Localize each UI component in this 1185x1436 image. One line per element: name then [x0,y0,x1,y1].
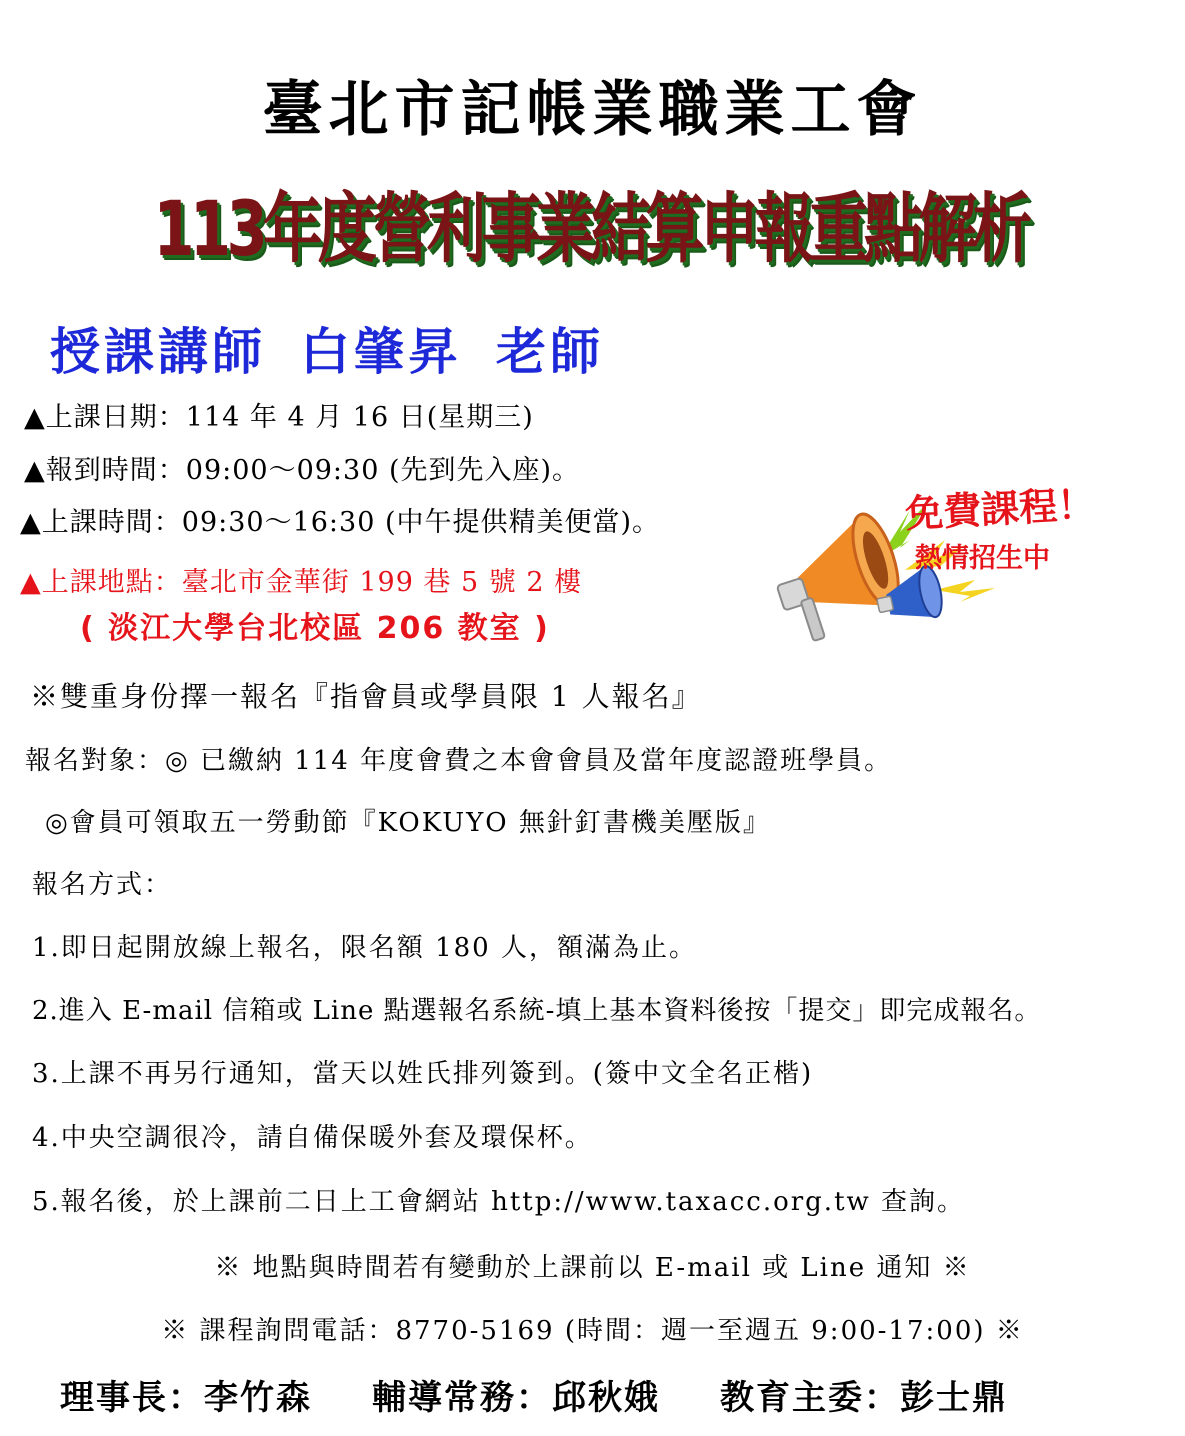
instructor-title: 老師 [496,323,604,381]
class-venue: ▲上課地點：臺北市金華街 199 巷 5 號 2 樓 [20,567,583,598]
course-title: 113年度營利事業結算申報重點解析 [153,184,1028,273]
class-date: ▲上課日期：114 年 4 月 16 日(星期三) [24,402,534,433]
phone-notice: ※ 課程詢問電話：8770-5169 (時間：週一至週五 9:00-17:00) ※ [161,1316,1024,1346]
instructor-line [50,312,604,384]
member-gift: ◎會員可領取五一勞動節『KOKUYO 無針釘書機美壓版』 [45,808,771,838]
chairman: 理事長：李竹森 [60,1378,312,1418]
step-1: 1.即日起開放線上報名，限名額 180 人，額滿為止。 [32,933,697,963]
step-5: 5.報名後，於上課前二日上工會網站 http://www.taxacc.org.tw 查詢。 [32,1187,966,1217]
promo-title: 免費課程！ [904,482,1097,536]
change-notice: ※ 地點與時間若有變動於上課前以 E-mail 或 Line 通知 ※ [214,1253,971,1283]
instructor-label: 授課講師 [50,323,266,381]
identity-note: ※雙重身份擇一報名『指會員或學員限 1 人報名』 [30,680,702,713]
eligibility: 報名對象：◎ 已繳納 114 年度會費之本會會員及當年度認證班學員。 [25,746,893,776]
step-4: 4.中央空調很冷，請自備保暖外套及環保杯。 [32,1123,593,1153]
officers-line [60,1370,1008,1419]
promo-subtitle: 熱情招生中 [915,543,1050,574]
step-2: 2.進入 E-mail 信箱或 Line 點選報名系統-填上基本資料後按「提交」即完成報名。 [32,996,1042,1026]
organization-name: 臺北市記帳業職業工會 [262,75,923,145]
venue-room: ( 淡江大學台北校區 206 教室 ) [80,611,550,646]
education-chair: 教育主委：彭士鼎 [720,1378,1008,1418]
class-time: ▲上課時間：09:30～16:30 (中午提供精美便當)。 [20,507,661,538]
managing-director: 輔導常務：邱秋娥 [372,1378,660,1418]
instructor-name: 白肇昇 [300,323,462,381]
step-3: 3.上課不再另行通知，當天以姓氏排列簽到。(簽中文全名正楷) [32,1059,814,1089]
method-heading: 報名方式： [32,870,173,900]
checkin-time: ▲報到時間：09:00～09:30 (先到先入座)。 [24,455,581,486]
